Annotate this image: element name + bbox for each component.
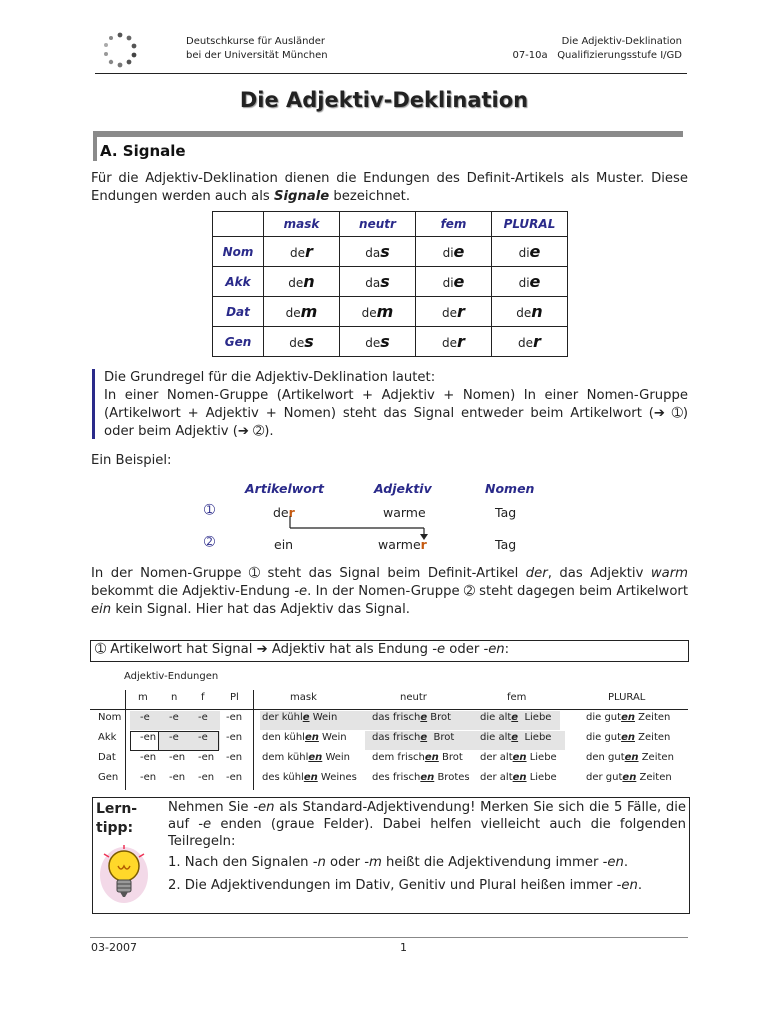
signal-cell: der	[492, 327, 568, 357]
row-header: Nom	[213, 237, 264, 267]
signal-cell: die	[416, 237, 492, 267]
endings-case: Nom	[98, 712, 122, 723]
tip-item-1: 1. Nach den Signalen -n oder -m heißt die Adjektivendung immer -en.	[168, 855, 629, 870]
short-ending: -e	[198, 712, 208, 723]
short-ending: -en	[169, 752, 186, 763]
short-ending: -en	[140, 772, 157, 783]
example-phrase: die guten Zeiten	[586, 712, 671, 723]
endings-case: Dat	[98, 752, 116, 763]
short-ending: -en	[140, 752, 157, 763]
row-header: Dat	[213, 297, 264, 327]
rule-accent-bar	[92, 369, 95, 439]
example-row2-noun: Tag	[495, 537, 517, 552]
intro-paragraph	[91, 170, 688, 206]
endings-case: Akk	[98, 732, 117, 743]
header-divider	[95, 73, 687, 74]
rule-line-2: In einer Nomen-Gruppe (Artikelwort + Adjektiv + Nomen) In einer Nomen-Gruppe (Artikelwort + Adjektiv + Nomen) steht das Signal entweder beim Artikelwort (➔ ➀) oder beim Adjektiv (➔ ➁).	[104, 388, 688, 439]
header-code: 07-10a	[512, 50, 548, 61]
short-ending: -e	[198, 732, 208, 743]
page-number: 1	[400, 941, 407, 954]
example-header-artikelwort: Artikelwort	[245, 481, 325, 496]
header-right-line1: Die Adjektiv-Deklination	[561, 36, 682, 47]
endings-caption: Adjektiv-Endungen	[124, 671, 219, 682]
example-row2-article: ein	[274, 537, 294, 552]
col-header: neutr	[340, 212, 416, 237]
col-header: mask	[264, 212, 340, 237]
example-phrase: dem frischen Brot	[372, 752, 463, 763]
row-header: Akk	[213, 267, 264, 297]
signal-cell: das	[340, 237, 416, 267]
signal-cell: den	[492, 297, 568, 327]
example-phrase: den guten Zeiten	[586, 752, 674, 763]
example-phrase: der alten Liebe	[480, 772, 557, 783]
logo-dots-icon	[100, 30, 140, 70]
intro-text-2: bezeichnet.	[329, 189, 411, 204]
long-header: neutr	[400, 692, 427, 703]
intro-emphasis: Signale	[273, 189, 330, 204]
section-title: A. Signale	[100, 142, 186, 160]
signal-cell: dem	[340, 297, 416, 327]
signal-cell: die	[492, 237, 568, 267]
short-ending: -en	[226, 752, 243, 763]
signal-cell: die	[416, 267, 492, 297]
example-row1-adjective: warme	[383, 505, 426, 520]
short-ending: -en	[226, 712, 243, 723]
example-phrase: den kühlen Wein	[262, 732, 347, 743]
short-ending: -en	[198, 752, 215, 763]
row-header: Gen	[213, 327, 264, 357]
example-phrase: der alten Liebe	[480, 752, 557, 763]
example-header-nomen: Nomen	[485, 481, 535, 496]
example-phrase: der kühle Wein	[262, 712, 338, 723]
signal-cell: das	[340, 267, 416, 297]
short-ending: -e	[140, 712, 150, 723]
example-number-2: ➁	[204, 535, 215, 550]
signal-table	[212, 211, 568, 357]
short-ending: -en	[169, 772, 186, 783]
example-number-1: ➀	[204, 503, 215, 518]
signal-cell: der	[264, 237, 340, 267]
explanation-paragraph: In der Nomen-Gruppe ➀ steht das Signal beim Definit-Artikel der, das Adjektiv warm bekommt die Adjektiv-Endung -e. In der Nomen-Gruppe ➁ steht dagegen beim Artikelwort ein kein Signal. Hier hat das Adjektiv das Signal.	[91, 566, 688, 617]
rule-line-1: Die Grundregel für die Adjektiv-Deklination lautet:	[104, 370, 436, 385]
short-ending: -en	[198, 772, 215, 783]
header-right-line2: Qualifizierungsstufe I/GD	[557, 50, 682, 61]
signal-cell: die	[492, 267, 568, 297]
header-topic	[490, 35, 682, 63]
example-phrase: dem kühlen Wein	[262, 752, 351, 763]
long-header: fem	[507, 692, 527, 703]
example-header-adjektiv: Adjektiv	[374, 481, 432, 496]
short-ending: -en	[226, 772, 243, 783]
example-phrase: die alte Liebe	[480, 732, 552, 743]
intro-text-1: Für die Adjektiv-Deklination dienen die Endungen des Definit-Artikels als Muster. Diese Endungen werden auch als	[91, 171, 688, 204]
example-phrase: die alte Liebe	[480, 712, 552, 723]
short-ending: -en	[140, 732, 157, 743]
short-header: m	[138, 692, 148, 703]
rule-box-1-text: ➀ Artikelwort hat Signal ➔ Adjektiv hat als Endung -e oder -en:	[95, 642, 510, 657]
rule-paragraph	[104, 369, 688, 441]
short-header: Pl	[230, 692, 239, 703]
logo	[100, 30, 140, 70]
long-header: mask	[290, 692, 317, 703]
footer-divider	[90, 937, 688, 938]
example-label: Ein Beispiel:	[91, 453, 172, 468]
tip-label: Lern- tipp:	[96, 801, 138, 836]
example-row2-adjective: warmer	[378, 537, 427, 552]
endings-table	[90, 690, 688, 792]
short-ending: -e	[169, 712, 179, 723]
short-ending: -e	[169, 732, 179, 743]
example-phrase: das frische Brot	[372, 732, 455, 743]
page-title: Die Adjektiv-Deklination	[239, 88, 529, 112]
example-row1-noun: Tag	[495, 505, 517, 520]
example-phrase: die guten Zeiten	[586, 732, 671, 743]
example-phrase: des frischen Brotes	[372, 772, 470, 783]
col-header: PLURAL	[492, 212, 568, 237]
footer-date: 03-2007	[91, 941, 137, 954]
header-left-line2: bei der Universität München	[186, 50, 328, 61]
signal-cell: den	[264, 267, 340, 297]
col-header: fem	[416, 212, 492, 237]
example-row1-article: der	[273, 505, 295, 520]
long-header: PLURAL	[608, 692, 646, 703]
short-header: f	[201, 692, 205, 703]
short-header: n	[171, 692, 178, 703]
example-phrase: der guten Zeiten	[586, 772, 672, 783]
signal-cell: des	[264, 327, 340, 357]
signal-cell: der	[416, 297, 492, 327]
short-ending: -en	[226, 732, 243, 743]
tip-item-2: 2. Die Adjektivendungen im Dativ, Genitiv und Plural heißen immer -en.	[168, 878, 643, 893]
endings-case: Gen	[98, 772, 119, 783]
lightbulb-icon	[98, 842, 150, 908]
signal-cell: dem	[264, 297, 340, 327]
header-institution	[186, 35, 328, 63]
signal-cell: der	[416, 327, 492, 357]
tip-text: Nehmen Sie -en als Standard-Adjektivendung! Merken Sie sich die 5 Fälle, die auf -e enden (graue Felder). Dabei helfen vielleicht auch die folgenden Teilregeln: 1. Nach den Signalen -n oder -m heißt die Adjektivendung immer -en. 2. Die Adjektivendungen im Dativ, Genitiv und Plural heißen immer -en.	[168, 800, 687, 893]
example-phrase: das frische Brot	[372, 712, 452, 723]
example-phrase: des kühlen Weines	[262, 772, 357, 783]
header-left-line1: Deutschkurse für Ausländer	[186, 36, 326, 47]
signal-cell: des	[340, 327, 416, 357]
table-corner	[213, 212, 264, 237]
